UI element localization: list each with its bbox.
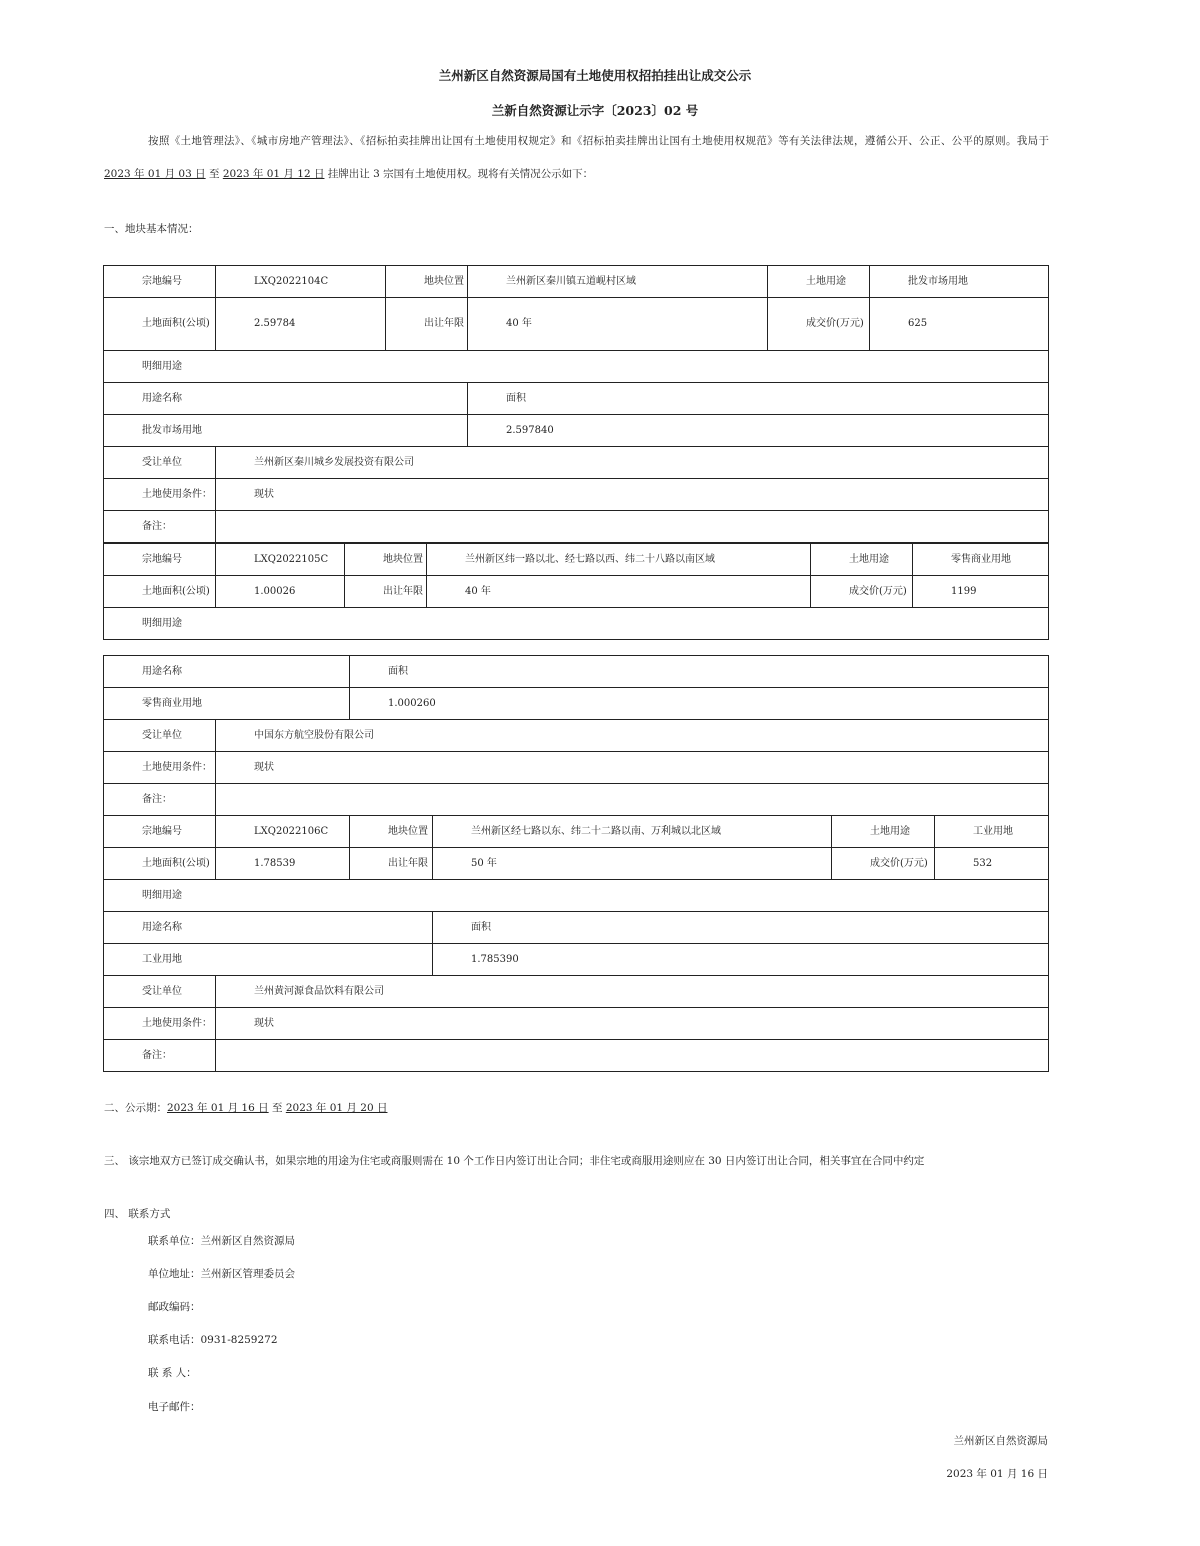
parcel-location: 兰州新区秦川镇五道岘村区域 bbox=[468, 266, 768, 298]
cell-label: 出让年限 bbox=[386, 298, 468, 351]
detail-use-name: 零售商业用地 bbox=[104, 688, 350, 720]
table-row bbox=[104, 447, 1049, 479]
listing-start-date: 2023 年 01 月 03 日 bbox=[104, 168, 206, 180]
cell-label: 土地面积(公顷) bbox=[104, 298, 216, 351]
table-row bbox=[104, 479, 1049, 511]
parcel-land-use: 零售商业用地 bbox=[913, 544, 1049, 576]
parcel-land-use: 工业用地 bbox=[935, 816, 1049, 848]
publicity-start-date: 2023 年 01 月 16 日 bbox=[167, 1102, 269, 1114]
grantee-name: 中国东方航空股份有限公司 bbox=[216, 720, 1049, 752]
parcel-price: 532 bbox=[935, 848, 1049, 880]
cell-label: 土地使用条件： bbox=[104, 752, 216, 784]
table-row bbox=[104, 784, 1049, 816]
parcel-term: 40 年 bbox=[468, 298, 768, 351]
cell-label: 备注： bbox=[104, 1040, 216, 1072]
intro-line-1: 按照《土地管理法》、《城市房地产管理法》、《招标拍卖挂牌出让国有土地使用权规定》和《招标拍卖挂牌出让国有土地使用权规范》等有关法律法规，遵循公开、公正、公平的 bbox=[148, 135, 985, 147]
detail-use-area: 2.597840 bbox=[468, 415, 1049, 447]
cell-label: 地块位置 bbox=[345, 544, 427, 576]
cell-label: 受让单位 bbox=[104, 976, 216, 1008]
cell-label: 土地使用条件： bbox=[104, 479, 216, 511]
detail-use-heading: 明细用途 bbox=[104, 608, 1049, 640]
cell-label: 受让单位 bbox=[104, 720, 216, 752]
parcel-land-use: 批发市场用地 bbox=[870, 266, 1049, 298]
use-conditions: 现状 bbox=[216, 479, 1049, 511]
table-row bbox=[104, 880, 1049, 912]
cell-label: 地块位置 bbox=[386, 266, 468, 298]
parcel-number: LXQ2022105C bbox=[216, 544, 345, 576]
cell-label: 土地面积(公顷) bbox=[104, 576, 216, 608]
table-row bbox=[104, 351, 1049, 383]
parcel-price: 625 bbox=[870, 298, 1049, 351]
parcel-location: 兰州新区经七路以东、纬二十二路以南、万利城以北区域 bbox=[433, 816, 832, 848]
cell-label: 备注： bbox=[104, 784, 216, 816]
table-row bbox=[104, 608, 1049, 640]
intro-line-2-start: 原则。我局于 bbox=[984, 135, 1050, 147]
cell-label: 面积 bbox=[433, 912, 1049, 944]
cell-label: 面积 bbox=[350, 656, 1049, 688]
cell-label: 用途名称 bbox=[104, 912, 433, 944]
signature-organization: 兰州新区自然资源局 bbox=[953, 1435, 1048, 1447]
contact-postcode: 邮政编码： bbox=[148, 1301, 201, 1313]
section-2-publicity-period bbox=[104, 1100, 387, 1115]
section-3-contract-notice: 三、 该宗地双方已签订成交确认书，如果宗地的用途为住宅或商服则需在 10 个工作日内签订出让合同；非住宅或商服用途则应在 30 日内签订出让合同，相关事宜在合同中约定 bbox=[104, 1155, 925, 1167]
page-title: 兰州新区自然资源局国有土地使用权招拍挂出让成交公示 bbox=[438, 68, 752, 83]
section-2-label: 二、公示期： bbox=[104, 1102, 167, 1114]
detail-use-heading: 明细用途 bbox=[104, 351, 1049, 383]
cell-label: 土地面积(公顷) bbox=[104, 848, 216, 880]
detail-use-name: 工业用地 bbox=[104, 944, 433, 976]
publicity-end-date: 2023 年 01 月 20 日 bbox=[285, 1102, 388, 1114]
cell-label: 地块位置 bbox=[350, 816, 433, 848]
detail-use-heading: 明细用途 bbox=[104, 880, 1049, 912]
remarks-value bbox=[216, 1040, 1049, 1072]
contact-address: 单位地址：兰州新区管理委员会 bbox=[148, 1268, 295, 1280]
parcel-number: LXQ2022106C bbox=[216, 816, 350, 848]
cell-label: 成交价(万元) bbox=[832, 848, 935, 880]
cell-label: 面积 bbox=[468, 383, 1049, 415]
table-row bbox=[104, 544, 1049, 576]
table-row bbox=[104, 656, 1049, 688]
table-row bbox=[104, 1008, 1049, 1040]
table-row bbox=[104, 415, 1049, 447]
date-separator: 至 bbox=[271, 1102, 283, 1114]
grantee-name: 兰州新区秦川城乡发展投资有限公司 bbox=[216, 447, 1049, 479]
use-conditions: 现状 bbox=[216, 1008, 1049, 1040]
cell-label: 备注： bbox=[104, 511, 216, 543]
signature-date: 2023 年 01 月 16 日 bbox=[946, 1468, 1048, 1480]
cell-label: 成交价(万元) bbox=[768, 298, 870, 351]
document-number: 兰新自然资源让示字〔2023〕02 号 bbox=[491, 103, 699, 118]
table-row bbox=[104, 720, 1049, 752]
intro-paragraph bbox=[104, 125, 1049, 191]
cell-label: 出让年限 bbox=[345, 576, 427, 608]
intro-line-2-end: 挂牌出让 3 宗国有土地使用权。现将有关情况公示如下： bbox=[327, 168, 594, 180]
parcel-1-table bbox=[103, 265, 1049, 543]
table-row bbox=[104, 848, 1049, 880]
cell-label: 土地使用条件： bbox=[104, 1008, 216, 1040]
cell-label: 用途名称 bbox=[104, 383, 468, 415]
table-row bbox=[104, 511, 1049, 543]
cell-label: 土地用途 bbox=[768, 266, 870, 298]
cell-label: 土地用途 bbox=[811, 544, 913, 576]
parcel-2-3-table bbox=[103, 655, 1049, 1072]
parcel-location: 兰州新区纬一路以北、经七路以西、纬二十八路以南区域 bbox=[427, 544, 811, 576]
section-1-heading: 一、地块基本情况： bbox=[104, 223, 199, 235]
table-row bbox=[104, 298, 1049, 351]
detail-use-area: 1.785390 bbox=[433, 944, 1049, 976]
table-row bbox=[104, 752, 1049, 784]
table-row bbox=[104, 816, 1049, 848]
detail-use-area: 1.000260 bbox=[350, 688, 1049, 720]
parcel-2-table bbox=[103, 543, 1049, 640]
detail-use-name: 批发市场用地 bbox=[104, 415, 468, 447]
cell-label: 受让单位 bbox=[104, 447, 216, 479]
cell-label: 成交价(万元) bbox=[811, 576, 913, 608]
table-row bbox=[104, 1040, 1049, 1072]
date-separator: 至 bbox=[208, 168, 220, 180]
grantee-name: 兰州黄河源食品饮料有限公司 bbox=[216, 976, 1049, 1008]
use-conditions: 现状 bbox=[216, 752, 1049, 784]
table-row bbox=[104, 688, 1049, 720]
remarks-value bbox=[216, 511, 1049, 543]
cell-label: 宗地编号 bbox=[104, 266, 216, 298]
parcel-term: 40 年 bbox=[427, 576, 811, 608]
parcel-term: 50 年 bbox=[433, 848, 832, 880]
table-row bbox=[104, 976, 1049, 1008]
parcel-price: 1199 bbox=[913, 576, 1049, 608]
cell-label: 宗地编号 bbox=[104, 816, 216, 848]
cell-label: 出让年限 bbox=[350, 848, 433, 880]
contact-email: 电子邮件： bbox=[148, 1401, 201, 1413]
remarks-value bbox=[216, 784, 1049, 816]
table-row bbox=[104, 576, 1049, 608]
cell-label: 宗地编号 bbox=[104, 544, 216, 576]
parcel-number: LXQ2022104C bbox=[216, 266, 386, 298]
listing-end-date: 2023 年 01 月 12 日 bbox=[222, 168, 325, 180]
table-row bbox=[104, 912, 1049, 944]
table-row bbox=[104, 266, 1049, 298]
parcel-area: 1.00026 bbox=[216, 576, 345, 608]
cell-label: 土地用途 bbox=[832, 816, 935, 848]
parcel-area: 1.78539 bbox=[216, 848, 350, 880]
contact-person: 联 系 人： bbox=[148, 1367, 197, 1379]
contact-unit: 联系单位：兰州新区自然资源局 bbox=[148, 1235, 295, 1247]
table-row bbox=[104, 383, 1049, 415]
parcel-area: 2.59784 bbox=[216, 298, 386, 351]
section-4-heading: 四、 联系方式 bbox=[104, 1208, 171, 1220]
contact-phone: 联系电话：0931-8259272 bbox=[148, 1334, 278, 1346]
cell-label: 用途名称 bbox=[104, 656, 350, 688]
table-row bbox=[104, 944, 1049, 976]
